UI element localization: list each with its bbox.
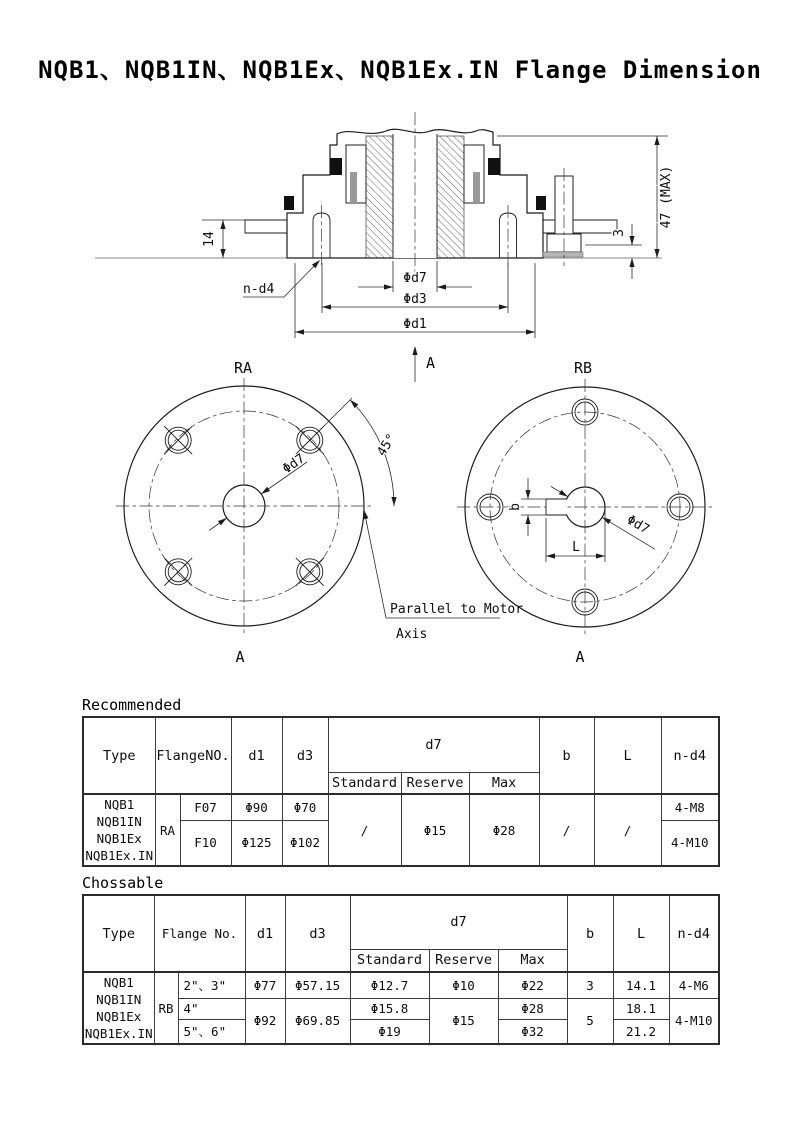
rb-dim-l <box>546 510 605 562</box>
standard-cell: Φ19 <box>350 1019 429 1044</box>
b-cell: 3 <box>567 972 613 998</box>
svg-text:Axis: Axis <box>396 627 428 642</box>
col-header-b: b <box>539 717 594 794</box>
svg-text:Φd1: Φd1 <box>403 317 427 332</box>
col-header-standard: Standard <box>328 772 401 794</box>
b-cell: / <box>539 794 594 866</box>
d1-cell: Φ77 <box>245 972 285 998</box>
svg-text:Φd7: Φd7 <box>623 512 652 538</box>
svg-text:Φd7: Φd7 <box>280 451 308 478</box>
col-header-b: b <box>567 895 613 972</box>
chossable-table <box>82 894 720 1045</box>
max-cell: Φ28 <box>498 998 567 1019</box>
flange-no-cell: 4" <box>178 998 245 1019</box>
svg-text:45°: 45° <box>374 431 400 460</box>
page-title: NQB1、NQB1IN、NQB1Ex、NQB1Ex.IN Flange Dimension <box>38 56 762 84</box>
col-header-n-d4: n-d4 <box>661 717 719 794</box>
flange-no-cell: F10 <box>180 820 231 866</box>
seal-lower-right <box>536 196 546 210</box>
col-header-standard: Standard <box>350 949 429 972</box>
d3-cell: Φ102 <box>282 820 328 866</box>
col-header-flange-no: Flange No. <box>154 895 245 972</box>
d3-cell: Φ70 <box>282 794 328 820</box>
type-cell: NQB1 NQB1IN NQB1Ex NQB1Ex.IN <box>83 794 155 866</box>
svg-text:47 (MAX): 47 (MAX) <box>659 165 674 229</box>
col-header-d1: d1 <box>231 717 282 794</box>
b-cell: 5 <box>567 998 613 1044</box>
label-n-d4 <box>243 258 322 297</box>
col-header-max: Max <box>469 772 539 794</box>
cross-section-view <box>95 112 674 382</box>
group-cell: RB <box>154 972 178 1044</box>
n-d4-cell: 4-M10 <box>669 998 719 1044</box>
type-cell: NQB1 NQB1IN NQB1Ex NQB1Ex.IN <box>83 972 154 1044</box>
ra-view <box>116 359 523 666</box>
l-cell: 18.1 <box>613 998 669 1019</box>
washer <box>543 252 583 257</box>
ra-dim-45 <box>296 398 400 506</box>
col-header-d3: d3 <box>285 895 350 972</box>
d3-cell: Φ69.85 <box>285 998 350 1044</box>
hub-left <box>366 136 393 258</box>
dim-47-max <box>497 136 674 258</box>
flange-no-cell: 5"、6" <box>178 1019 245 1044</box>
col-header-reserve: Reserve <box>401 772 469 794</box>
recommended-table <box>82 716 720 867</box>
l-cell: 14.1 <box>613 972 669 998</box>
d1-cell: Φ125 <box>231 820 282 866</box>
svg-text:L: L <box>572 540 580 555</box>
svg-text:Φd7: Φd7 <box>403 271 427 286</box>
hub-right <box>437 136 464 258</box>
rb-dim-d7 <box>551 487 655 550</box>
max-cell: Φ28 <box>469 794 539 866</box>
n-d4-cell: 4-M8 <box>661 794 719 820</box>
col-header-d7: d7 <box>350 895 567 949</box>
svg-text:3: 3 <box>612 229 627 237</box>
svg-text:Parallel to Motor: Parallel to Motor <box>390 602 524 617</box>
sleeve-left <box>350 172 357 203</box>
section-arrow <box>412 346 435 382</box>
col-header-flange-no: FlangeNO. <box>155 717 231 794</box>
standard-cell: Φ12.7 <box>350 972 429 998</box>
chossable-heading: Chossable <box>82 874 164 892</box>
flange-technical-drawing <box>0 100 800 688</box>
max-cell: Φ22 <box>498 972 567 998</box>
col-header-reserve: Reserve <box>429 949 498 972</box>
col-header-d1: d1 <box>245 895 285 972</box>
col-header-l: L <box>594 717 661 794</box>
col-header-type: Type <box>83 717 155 794</box>
parallel-axis-note <box>361 509 523 642</box>
svg-text:b: b <box>508 503 523 511</box>
col-header-l: L <box>613 895 669 972</box>
rb-label: RB <box>573 359 593 377</box>
dim-3 <box>585 224 642 279</box>
col-header-n-d4: n-d4 <box>669 895 719 972</box>
rb-bottom-label: A <box>575 648 585 666</box>
standard-cell: Φ15.8 <box>350 998 429 1019</box>
group-cell: RA <box>155 794 180 866</box>
plate-left <box>245 220 287 233</box>
flange-no-cell: 2"、3" <box>178 972 245 998</box>
col-header-d3: d3 <box>282 717 328 794</box>
seal-upper-left <box>330 158 342 175</box>
sleeve-right <box>473 172 480 203</box>
standard-cell: / <box>328 794 401 866</box>
ra-label: RA <box>233 359 253 377</box>
col-header-d7: d7 <box>328 717 539 772</box>
col-header-max: Max <box>498 949 567 972</box>
svg-text:Φd3: Φd3 <box>403 292 427 307</box>
recommended-heading: Recommended <box>82 696 182 714</box>
max-cell: Φ32 <box>498 1019 567 1044</box>
reserve-cell: Φ15 <box>429 998 498 1044</box>
l-cell: / <box>594 794 661 866</box>
svg-text:A: A <box>426 354 436 372</box>
n-d4-cell: 4-M6 <box>669 972 719 998</box>
reserve-cell: Φ10 <box>429 972 498 998</box>
svg-text:14: 14 <box>202 231 217 247</box>
col-header-type: Type <box>83 895 154 972</box>
n-d4-cell: 4-M10 <box>661 820 719 866</box>
reserve-cell: Φ15 <box>401 794 469 866</box>
dim-14 <box>202 220 245 258</box>
seal-upper-right <box>488 158 500 175</box>
d1-cell: Φ90 <box>231 794 282 820</box>
d1-cell: Φ92 <box>245 998 285 1044</box>
ra-bottom-label: A <box>235 648 245 666</box>
rb-view <box>457 359 713 666</box>
svg-text:n-d4: n-d4 <box>243 282 275 297</box>
seal-lower-left <box>284 196 294 210</box>
flange-no-cell: F07 <box>180 794 231 820</box>
d3-cell: Φ57.15 <box>285 972 350 998</box>
l-cell: 21.2 <box>613 1019 669 1044</box>
plate-right <box>543 220 617 233</box>
